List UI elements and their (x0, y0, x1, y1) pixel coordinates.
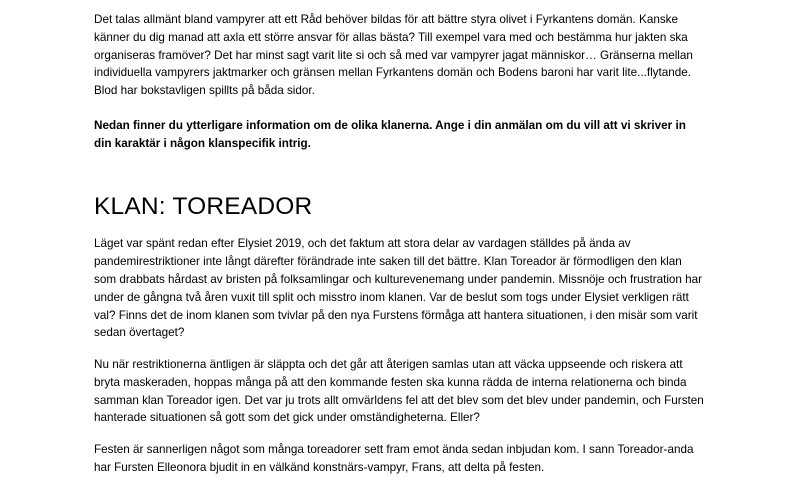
intro-paragraph: Det talas allmänt bland vampyrer att ett Råd behöver bildas för att bättre styra olivet i Fyrkantens domän. Kanske känner du dig manad att axla ett större ansvar för allas bästa? Till exempel vara med och bestämma hur jakten ska organiseras framöver? Det har minst sagt varit lite si och så med var vampyrer jagat människor… Gränserna mellan individuella vampyrers jaktmarker och gränsen mellan Fyrkantens domän och Bodens baroni har varit lite...flytande. Blod har bokstavligen spillts på båda sidor. (94, 13, 693, 98)
toreador-paragraph-3: Festen är sannerligen något som många toreadorer sett fram emot ända sedan inbjudan kom. I sann Toreador-anda har Fursten Elleonora bjudit in en välkänd konstnärs-vampyr, Frans, att delta på festen. (94, 443, 694, 474)
toreador-paragraph-1: Läget var spänt redan efter Elysiet 2019, och det faktum att stora delar av vardagen ställdes på ända av pandemirestriktioner inte långt därefter förändrade inte saken till det bättre. Klan Toreador är förmodligen den klan som drabbats hårdast av bristen på folksamlingar och kulturevenemang under pandemin. Missnöje och frustration har under de gångna två åren vuxit till split och misstro inom klanen. Var de beslut som togs under Elysiet verkligen rätt val? Finns det de inom klanen som tvivlar på den nya Furstens förmåga att hantera situationen, i den misär som varit sedan övertaget? (94, 237, 703, 340)
section-heading-klan-toreador: KLAN: TOREADOR (94, 193, 313, 221)
document-body (94, 0, 706, 477)
klan-info-note: Nedan finner du ytterligare information om de olika klanerna. Ange i din anmälan om du vill att vi skriver in din karaktär i någon klanspecifik intrig. (94, 118, 686, 150)
toreador-paragraph-2: Nu när restriktionerna äntligen är släppta och det går att återigen samlas utan att väcka uppseende och riskera att bryta maskeraden, hoppas många på att den kommande festen ska kunna rädda de interna relationerna och binda samman klan Toreador igen. Det var ju trots allt omvärldens fel att det blev som det blev under pandemin, och Fursten hanterade situationen så gott som det gick under omständigheterna. Eller? (94, 358, 704, 425)
